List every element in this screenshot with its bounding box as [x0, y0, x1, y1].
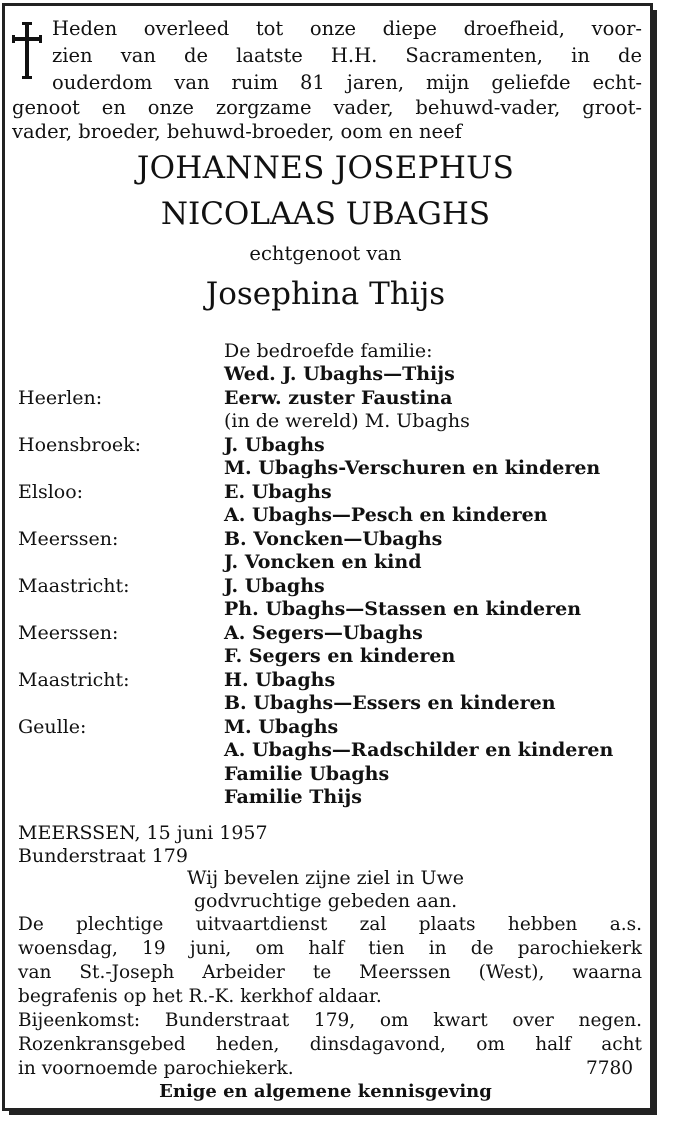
intro-line: Heden overleed tot onze diepe droefheid, voor-	[52, 17, 642, 40]
family-member: (in de wereld) M. Ubaghs	[224, 410, 470, 432]
family-member: H. Ubaghs	[224, 668, 336, 691]
family-member: Familie Thijs	[224, 786, 362, 808]
family-place: Maastricht:	[18, 574, 130, 597]
border-shadow-bottom	[9, 1111, 657, 1115]
place-date: MEERSSEN, 15 juni 1957	[18, 822, 268, 844]
service-line: in voornoemde parochiekerk.	[18, 1058, 294, 1079]
reference-number: 7780	[586, 1058, 634, 1079]
address: Bunderstraat 179	[18, 845, 188, 867]
service-line: begrafenis op het R.-K. kerkhof aldaar.	[18, 986, 382, 1007]
service-line: De plechtige uitvaartdienst zal plaats hebben a.s.	[18, 914, 642, 935]
service-line: Rozenkransgebed heden, dinsdagavond, om half acht	[18, 1034, 642, 1055]
family-member: J. Ubaghs	[224, 574, 325, 597]
family-member: A. Segers—Ubaghs	[224, 621, 423, 644]
family-member: J. Voncken en kind	[224, 551, 422, 573]
family-member: A. Ubaghs—Pesch en kinderen	[224, 504, 548, 526]
spouse-intro: echtgenoot van	[249, 242, 402, 265]
family-member: Familie Ubaghs	[224, 762, 390, 785]
deceased-name-line2: NICOLAAS UBAGHS	[160, 196, 491, 232]
intro-line: genoot en onze zorgzame vader, behuwd-vader, groot-	[12, 96, 642, 119]
family-member: Wed. J. Ubaghs—Thijs	[224, 363, 455, 385]
family-place: Geulle:	[18, 715, 87, 738]
closing-line: Enige en algemene kennisgeving	[159, 1081, 492, 1102]
family-place: Maastricht:	[18, 668, 130, 691]
family-place: Hoensbroek:	[18, 433, 142, 456]
family-member: F. Segers en kinderen	[224, 645, 456, 667]
prayer-line: godvruchtige gebeden aan.	[193, 890, 458, 912]
family-member: Eerw. zuster Faustina	[224, 386, 453, 409]
intro-line: vader, broeder, behuwd-broeder, oom en neef	[12, 120, 462, 143]
spouse-name: Josephina Thijs	[205, 276, 446, 312]
family-member: Ph. Ubaghs—Stassen en kinderen	[224, 598, 582, 620]
deceased-name-line1: JOHANNES JOSEPHUS	[136, 150, 515, 186]
family-member: M. Ubaghs-Verschuren en kinderen	[224, 457, 601, 479]
family-member: B. Voncken—Ubaghs	[224, 527, 443, 550]
family-member: J. Ubaghs	[224, 433, 325, 456]
intro-line: zien van de laatste H.H. Sacramenten, in de	[52, 44, 642, 67]
service-line: woensdag, 19 juni, om half tien in de parochiekerk	[18, 938, 642, 959]
family-member: B. Ubaghs—Essers en kinderen	[224, 692, 556, 714]
service-line: van St.-Joseph Arbeider te Meerssen (West), waarna	[18, 962, 642, 983]
family-member: A. Ubaghs—Radschilder en kinderen	[224, 739, 614, 761]
family-place: Meerssen:	[18, 527, 119, 550]
prayer-line: Wij bevelen zijne ziel in Uwe	[186, 867, 464, 889]
family-place: Elsloo:	[18, 480, 84, 503]
family-place: Meerssen:	[18, 621, 119, 644]
family-member: M. Ubaghs	[224, 715, 339, 738]
service-line: Bijeenkomst: Bunderstraat 179, om kwart over negen.	[18, 1010, 642, 1031]
border-shadow-right	[653, 10, 657, 1114]
intro-line: ouderdom van ruim 81 jaren, mijn geliefde echt-	[52, 71, 642, 94]
family-place: Heerlen:	[18, 386, 103, 409]
cross-icon	[12, 22, 42, 80]
family-heading: De bedroefde familie:	[224, 340, 433, 362]
family-member: E. Ubaghs	[224, 480, 332, 503]
